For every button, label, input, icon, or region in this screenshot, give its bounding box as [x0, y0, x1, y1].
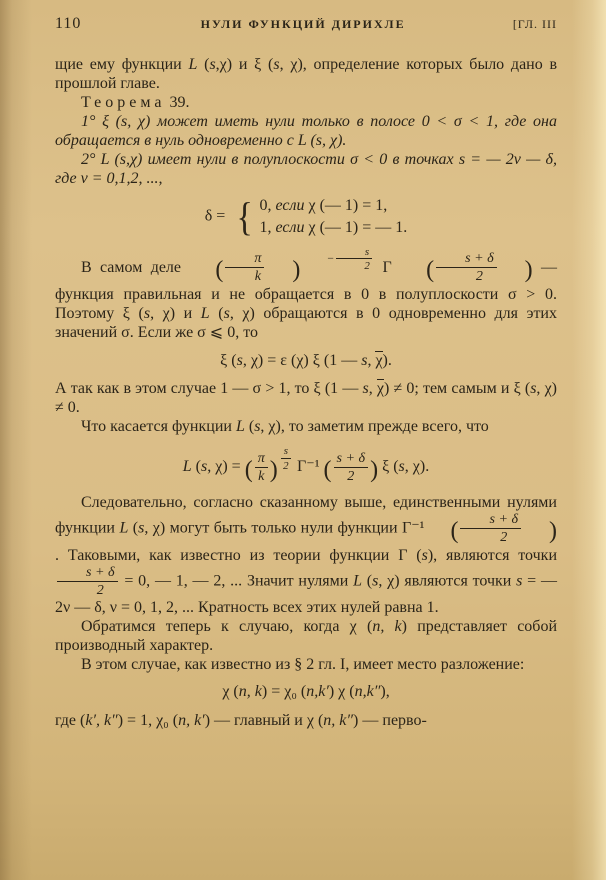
big-paren: ( [244, 456, 253, 483]
big-paren: ) [549, 518, 558, 545]
big-paren: ) [269, 456, 278, 483]
big-paren: ( [323, 456, 332, 483]
paragraph: Что касается функции L (s, χ), то заметим прежде всего, что [81, 418, 489, 436]
exponent: − $\frac{s}{2}$ [301, 246, 374, 273]
big-paren: ) [524, 257, 533, 284]
case-row: 1, если χ (— 1) = — 1. [259, 218, 408, 236]
fraction: $\frac{\pi}{k}$ [225, 251, 264, 285]
overline-chi: χ [376, 380, 384, 398]
fraction: $\frac{s + \delta}{2}$ [436, 251, 497, 285]
paragraph: где (k′, k″) = 1, χ₀ (n, k′) — главный и χ (n, k″) — перво- [55, 711, 427, 729]
paragraph: щие ему функции L (s,χ) и ξ (s, χ), определение которых было дано в прошлой главе. [55, 56, 558, 92]
big-paren: ) [370, 456, 379, 483]
fraction: $\frac{s}{2}$ [281, 445, 291, 472]
display-formula: δ = { 0, если χ (— 1) = 1, 1, если χ (— 1) = — 1. [204, 194, 408, 239]
running-head [55, 0, 557, 33]
paragraph: В этом случае, как известно из § 2 гл. I, имеет место разложение: [81, 656, 525, 674]
page-number: 110 [55, 15, 82, 32]
paragraph: Теорема 39. [81, 94, 190, 111]
display-formula: L (s, χ) = ( $\frac{\pi}{k}$ ) $\frac{s}{2}$ Γ⁻¹ ( $\frac{s + \delta}{2}$ ) ξ (s, χ). [182, 445, 430, 484]
theorem-paragraph: 2° L (s,χ) имеет нули в полуплоскости σ < 0 в точках s = — 2ν — δ, где ν = 0,1,2, ..., [55, 151, 557, 187]
fraction: $\frac{s + \delta}{2}$ [57, 565, 118, 599]
fraction: $\frac{s + \delta}{2}$ [334, 451, 369, 485]
overline-chi: χ [375, 351, 383, 369]
big-paren: ( [215, 257, 224, 284]
exponent [279, 445, 293, 472]
paragraph: Обратимся теперь к случаю, когда χ (n, k) представляет собой производный характер. [55, 618, 558, 655]
display-formula: χ (n, k) = χ₀ (n,k′) χ (n,k″), [222, 683, 390, 701]
paragraph: В самом деле ( $\frac{\pi}{k}$ ) − $\frac{s}{2}$ Γ ( $\frac{s + \delta}{2}$ ) — функция правильная и не обращается в 0 в полуплоскости σ > 0. Поэтому ξ (s, χ) и L (s, χ) обращаются в 0 одновременно для этих значений σ. Если же σ ⩽ 0, то [55, 246, 558, 341]
theorem-paragraph: 1° ξ (s, χ) может иметь нули только в полосе 0 < σ < 1, где она обращается в нуль одновременно с L (s, χ). [55, 113, 557, 149]
chapter-label: [ГЛ. III [512, 17, 557, 31]
fraction: $\frac{s}{2}$ [336, 246, 372, 273]
brace-icon: { [236, 194, 254, 239]
big-paren: ( [426, 257, 435, 284]
case-row: 0, если χ (— 1) = 1, [259, 197, 388, 215]
display-formula: ξ (s, χ) = ε (χ) ξ (1 — s, χ). [220, 351, 392, 369]
running-title: НУЛИ ФУНКЦИЙ ДИРИХЛЕ [200, 17, 406, 31]
big-paren: ( [450, 518, 459, 545]
fraction: $\frac{s + \delta}{2}$ [460, 512, 521, 546]
fraction: $\frac{\pi}{k}$ [255, 451, 268, 485]
paragraph: А так как в этом случае 1 — σ > 1, то ξ (1 — s, χ) ≠ 0; тем самым и ξ (s, χ) ≠ 0. [55, 380, 557, 417]
page-body [55, 55, 557, 730]
big-paren: ) [292, 257, 301, 284]
paragraph: Следовательно, согласно сказанному выше, единственными нулями функции L (s, χ) могут быть только нули функции Γ⁻¹ ( $\frac{s + \delta}{2}$ ). Таковыми, как известно из теории функции Γ (s), являются точки $\frac{s + \delta}{2}$ = 0, — 1, — 2, ... Значит нулями L (s, χ) являются точки s = — 2ν — δ, ν = 0, 1, 2, ... Кратность всех этих нулей равна 1. [55, 494, 558, 617]
cases-bracket [229, 194, 408, 239]
